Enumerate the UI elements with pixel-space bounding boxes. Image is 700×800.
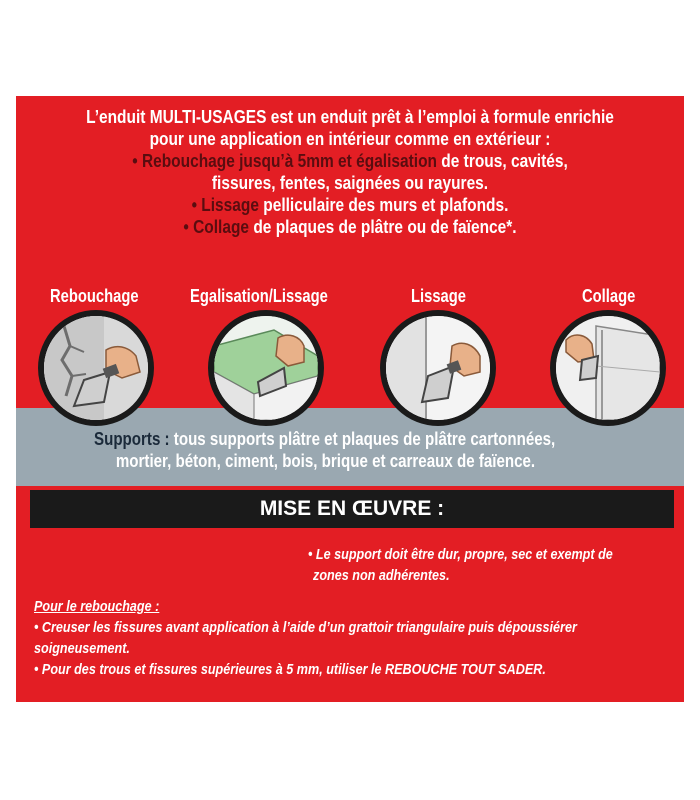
section-title-bar (30, 490, 674, 528)
step-label-egalisation: Egalisation/Lissage (190, 286, 328, 306)
note-line-2: zones non adhérentes. (313, 567, 450, 584)
crack-filling-icon (38, 310, 154, 426)
bullet-rebouchage-cont: fissures, fentes, saignées ou rayures. (211, 173, 489, 193)
step-label-collage: Collage (582, 286, 636, 306)
smoothing-icon (380, 310, 496, 426)
leveling-icon (208, 310, 324, 426)
note-line-1: • Le support doit être dur, propre, sec et exempt de (308, 546, 613, 563)
bullet-rebouchage: • Rebouchage jusqu’à 5mm et égalisation de trous, cavités, (132, 151, 568, 171)
rebouchage-item-1-cont: soigneusement. (34, 640, 130, 657)
intro-line-1: L’enduit MULTI-USAGES est un enduit prêt à l’emploi à formule enrichie (86, 107, 614, 127)
rebouchage-title: Pour le rebouchage : (34, 598, 160, 615)
intro-line-2: pour une application en intérieur comme en extérieur : (149, 129, 551, 149)
product-info-panel (16, 96, 684, 702)
supports-line-2: mortier, béton, ciment, bois, brique et carreaux de faïence. (115, 451, 536, 471)
rebouchage-instructions (34, 596, 588, 680)
rebouchage-item-1: • Creuser les fissures avant application à l’aide d’un grattoir triangulaire puis dépoussiérer (34, 619, 577, 636)
rebouchage-item-2: • Pour des trous et fissures supérieures à 5 mm, utiliser le REBOUCHE TOUT SADER. (34, 661, 546, 678)
bullet-lissage: • Lissage pelliculaire des murs et plafonds. (191, 195, 509, 215)
step-label-lissage: Lissage (411, 286, 466, 306)
step-labels (16, 286, 684, 310)
support-note (308, 544, 627, 586)
step-label-rebouchage: Rebouchage (50, 286, 139, 306)
section-title: MISE EN ŒUVRE : (259, 497, 445, 520)
supports-line-1: tous supports plâtre et plaques de plâtre cartonnées, (169, 429, 556, 449)
panel-gluing-icon (550, 310, 666, 426)
supports-text (94, 428, 598, 472)
supports-label: Supports : (94, 429, 170, 449)
intro-text (63, 106, 637, 238)
bullet-collage: • Collage de plaques de plâtre ou de faïence*. (183, 217, 517, 237)
